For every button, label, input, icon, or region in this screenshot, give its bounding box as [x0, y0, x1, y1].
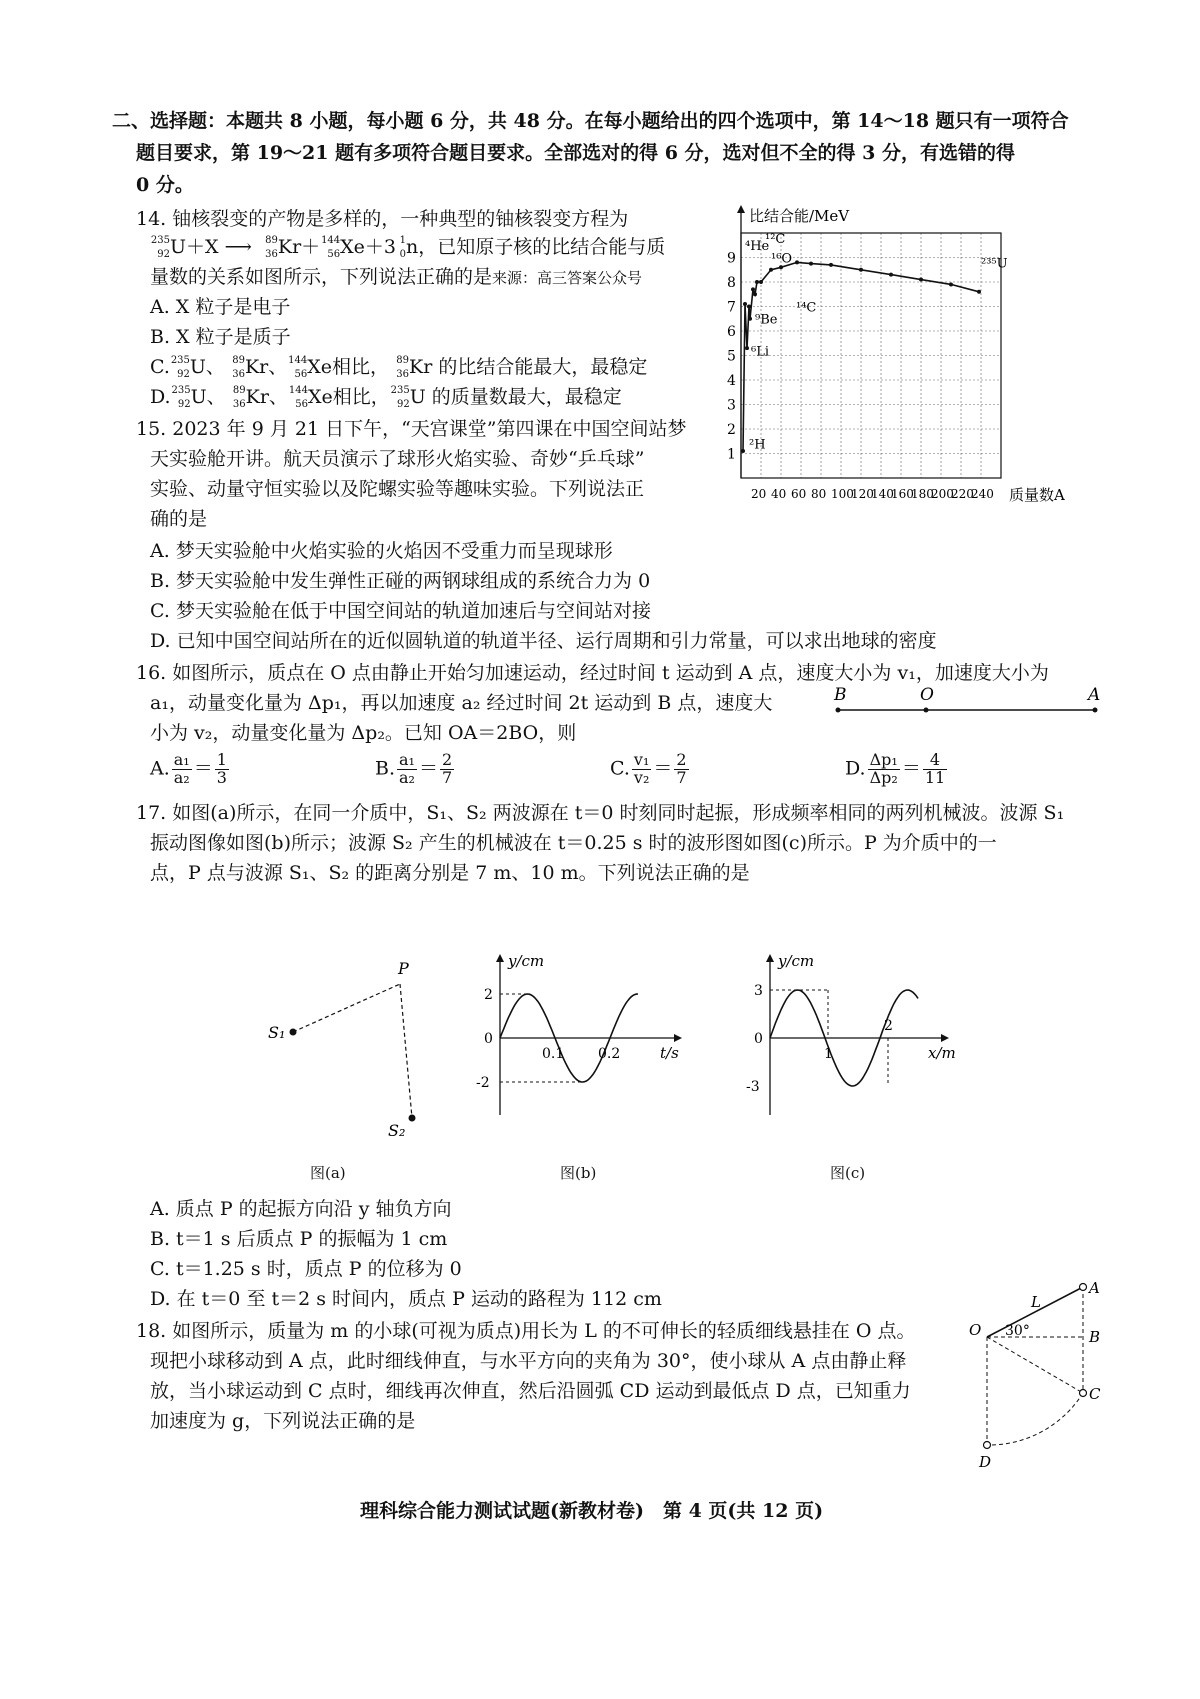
- y-tick-label: 9: [727, 250, 736, 267]
- x-tick-label: 20: [751, 487, 767, 501]
- q15-option-d: D. 已知中国空间站所在的近似圆轨道的轨道半径、运行周期和引力常量，可以求出地球的密度: [150, 630, 937, 652]
- nuclide-kr89: 89 36: [232, 354, 245, 380]
- data-point: [745, 346, 749, 350]
- q14-option-b: B. X 粒子是质子: [150, 326, 291, 348]
- section-heading-line1: 二、选择题：本题共 8 小题，每小题 6 分，共 48 分。在每小题给出的四个选项中，第 14～18 题只有一项符合: [112, 110, 1069, 132]
- nuclide-label: ⁶Li: [751, 344, 770, 360]
- q15-option-c: C. 梦天实验舱在低于中国空间站的轨道加速后与空间站对接: [150, 600, 651, 622]
- x-tick-label: 100: [831, 487, 854, 501]
- y-tick-label: 3: [727, 397, 736, 414]
- page-footer: 理科综合能力测试试题(新教材卷) 第 4 页(共 12 页): [360, 1500, 824, 1522]
- q14-stem-line1: 14. 铀核裂变的产物是多样的，一种典型的铀核裂变方程为: [136, 208, 629, 230]
- data-point: [748, 317, 752, 321]
- data-point: [747, 305, 751, 309]
- q17-figure-c: [740, 950, 980, 1150]
- q16-option-a: A. $\frac{\text{a₁}}{\text{a₂}}$ ＝ $\frac{1}{3}$: [150, 750, 227, 787]
- nuclide-label: ¹⁶O: [771, 251, 793, 267]
- data-point: [751, 287, 755, 291]
- nuclide-kr89: 89 36: [265, 234, 278, 260]
- fig-b-ytick-0: 0: [484, 1031, 493, 1047]
- x-tick-label: 220: [951, 487, 974, 501]
- q14-stem-line3: 量数的关系如图所示，下列说法正确的是来源：高三答案公众号: [150, 266, 643, 288]
- q14-option-a: A. X 粒子是电子: [150, 296, 291, 318]
- q18-stem-line3: 放，当小球运动到 C 点时，细线再次伸直，然后沿圆弧 CD 运动到最低点 D 点，已知重力: [150, 1380, 911, 1402]
- nuclide-kr89: 89 36: [396, 354, 410, 380]
- label-b: B: [834, 685, 847, 705]
- x-tick-label: 240: [971, 487, 994, 501]
- data-point: [795, 260, 799, 264]
- x-tick-label: 80: [811, 487, 827, 501]
- q16-line-diagram: [830, 682, 1110, 722]
- nuclide-u235: 235 92: [171, 384, 191, 410]
- y-tick-label: 6: [727, 324, 736, 340]
- q16-stem-line3: 小为 v₂，动量变化量为 Δp₂。已知 OA＝2BO，则: [150, 722, 577, 744]
- nuclide-u235: 235 92: [170, 354, 190, 380]
- fig-b-ylabel: y/cm: [508, 952, 545, 970]
- nuclide-xe144: 144 56: [288, 384, 308, 410]
- x-tick-label: 140: [871, 487, 894, 501]
- x-tick-label: 120: [851, 487, 874, 501]
- nuclide-u235: 235 92: [390, 384, 410, 410]
- nuclide-xe144: 144 56: [321, 234, 341, 260]
- x-tick-label: 200: [931, 487, 954, 501]
- y-tick-label: 8: [727, 275, 736, 291]
- data-point: [769, 268, 773, 272]
- watermark: 来源：高三答案公众号: [492, 269, 643, 287]
- fig-b-xlabel: t/s: [660, 1044, 679, 1062]
- q15-stem-line2: 天实验舱开讲。航天员演示了球形火焰实验、奇妙“乒乓球”: [150, 448, 645, 470]
- q17-option-c: C. t＝1.25 s 时，质点 P 的位移为 0: [150, 1258, 462, 1280]
- nuclide-label: ²H: [749, 437, 766, 453]
- fig-a-caption: 图(a): [310, 1164, 346, 1182]
- q14-option-d: D. 235 92 U、 89 36 Kr、 144 56 Xe相比， 235 92 U 的质量数最大，最稳定: [150, 384, 622, 410]
- data-point: [759, 280, 763, 284]
- nuclide-xe144: 144 56: [288, 354, 308, 380]
- fig-c-xtick-2: 2: [884, 1018, 893, 1034]
- q17-option-a: A. 质点 P 的起振方向沿 y 轴负方向: [150, 1198, 452, 1220]
- x-tick-label: 160: [891, 487, 914, 501]
- fig-b-xtick-02: 0.2: [598, 1046, 621, 1062]
- x-tick-label: 40: [771, 487, 787, 501]
- fig-b-xtick-01: 0.1: [542, 1046, 565, 1062]
- y-tick-label: 7: [727, 299, 736, 316]
- data-point: [919, 278, 923, 282]
- fig-c-ylabel: y/cm: [778, 952, 815, 970]
- fig-b-caption: 图(b): [560, 1164, 597, 1182]
- fig-c-xlabel: x/m: [928, 1044, 956, 1062]
- fig-c-caption: 图(c): [830, 1164, 866, 1182]
- fig-b-ytick-2: 2: [484, 987, 493, 1003]
- fig-c-ytick-3: 3: [754, 983, 763, 999]
- label-l: L: [1031, 1293, 1041, 1311]
- nuclide-label: ⁹Be: [755, 312, 778, 328]
- label-a: A: [1089, 1279, 1100, 1297]
- fig-c-ytick-neg3: -3: [746, 1079, 760, 1095]
- data-point: [829, 263, 833, 267]
- y-tick-label: 4: [727, 373, 736, 389]
- label-s1: S₁: [268, 1023, 286, 1042]
- data-point: [977, 290, 981, 294]
- q17-stem-line2: 振动图像如图(b)所示；波源 S₂ 产生的机械波在 t＝0.25 s 时的波形图如图(c)所示。P 为介质中的一: [150, 832, 997, 854]
- label-c: C: [1089, 1385, 1101, 1403]
- q16-stem-line1: 16. 如图所示，质点在 O 点由静止开始匀加速运动，经过时间 t 运动到 A 点，速度大小为 v₁，加速度大小为: [136, 662, 1049, 684]
- data-point: [741, 449, 745, 453]
- q15-stem-line4: 确的是: [150, 508, 208, 530]
- q16-option-d: D. $\frac{\text{Δp₁}}{\text{Δp₂}}$ ＝ $\frac{4}{11}$: [845, 750, 946, 787]
- label-angle: 30°: [1005, 1323, 1030, 1339]
- data-point: [755, 280, 759, 284]
- nuclide-label: ¹⁴C: [796, 300, 817, 316]
- label-a: A: [1088, 685, 1101, 705]
- y-tick-label: 1: [727, 446, 736, 463]
- data-point: [753, 292, 757, 296]
- q15-option-b: B. 梦天实验舱中发生弹性正碰的两钢球组成的系统合力为 0: [150, 570, 651, 592]
- data-point: [859, 268, 863, 272]
- data-point: [889, 273, 893, 277]
- q18-stem-line2: 现把小球移动到 A 点，此时细线伸直，与水平方向的夹角为 30°，使小球从 A 点由静止释: [150, 1350, 907, 1372]
- label-o: O: [920, 685, 934, 705]
- section-heading-line2: 题目要求，第 19～21 题有多项符合题目要求。全部选对的得 6 分，选对但不全的得 3 分，有选错的得: [136, 142, 1016, 164]
- x-axis-label: 质量数A: [1009, 486, 1065, 504]
- data-point: [743, 302, 747, 306]
- q17-stem-line3: 点，P 点与波源 S₁、S₂ 的距离分别是 7 m、10 m。下列说法正确的是: [150, 862, 750, 884]
- y-axis-label: 比结合能/MeV: [749, 207, 850, 225]
- nuclide-label: ¹²C: [765, 231, 786, 247]
- q17-option-d: D. 在 t＝0 至 t＝2 s 时间内，质点 P 运动的路程为 112 cm: [150, 1288, 662, 1310]
- nuclide-kr89: 89 36: [232, 384, 246, 410]
- data-point: [809, 262, 813, 266]
- q15-option-a: A. 梦天实验舱中火焰实验的火焰因不受重力而呈现球形: [150, 540, 613, 562]
- fig-c-ytick-0: 0: [754, 1031, 763, 1047]
- q18-stem-line4: 加速度为 g，下列说法正确的是: [150, 1410, 416, 1432]
- q17-figure-a: [260, 950, 430, 1150]
- fig-b-ytick-neg2: -2: [476, 1075, 490, 1091]
- y-axis-arrow: [737, 205, 745, 213]
- q17-figure-b: [470, 950, 700, 1150]
- y-tick-label: 2: [727, 422, 736, 438]
- nuclide-neutron: 1 0: [399, 234, 407, 260]
- binding-energy-chart: [705, 205, 1125, 525]
- fig-c-xtick-1: 1: [824, 1046, 833, 1062]
- q15-stem-line1: 15. 2023 年 9 月 21 日下午，“天宫课堂”第四课在中国空间站梦: [136, 418, 687, 440]
- q18-pendulum-diagram: [965, 1275, 1125, 1475]
- q16-option-b: B. $\frac{\text{a₁}}{\text{a₂}}$ ＝ $\frac{2}{7}$: [375, 750, 453, 787]
- q16-stem-line2: a₁，动量变化量为 Δp₁，再以加速度 a₂ 经过时间 2t 运动到 B 点，速度大: [150, 692, 773, 714]
- label-o: O: [969, 1321, 982, 1339]
- x-tick-label: 60: [791, 487, 807, 501]
- nuclide-label: ⁴He: [745, 239, 770, 255]
- q14-equation: 235 92 U＋X ⟶ 89 36 Kr＋ 144 56 Xe＋3 1 0 n，已知原子核的比结合能与质: [150, 234, 666, 260]
- nuclide-u235: 235 92: [150, 234, 170, 260]
- label-p: P: [398, 959, 409, 978]
- label-d: D: [979, 1453, 992, 1471]
- q17-option-b: B. t＝1 s 后质点 P 的振幅为 1 cm: [150, 1228, 448, 1250]
- data-point: [949, 282, 953, 286]
- label-s2: S₂: [388, 1121, 406, 1140]
- q16-option-c: C. $\frac{\text{v₁}}{\text{v₂}}$ ＝ $\frac{2}{7}$: [610, 750, 687, 787]
- label-b: B: [1089, 1328, 1101, 1346]
- x-tick-label: 180: [911, 487, 934, 501]
- nuclide-label: ²³⁵U: [981, 256, 1008, 272]
- q18-stem-line1: 18. 如图所示，质量为 m 的小球(可视为质点)用长为 L 的不可伸长的轻质细线悬挂在 O 点。: [136, 1320, 916, 1342]
- section-heading-line3: 0 分。: [136, 174, 194, 196]
- q14-option-c: C. 235 92 U、 89 36 Kr、 144 56 Xe相比， 89 36 Kr 的比结合能最大，最稳定: [150, 354, 648, 380]
- q15-stem-line3: 实验、动量守恒实验以及陀螺实验等趣味实验。下列说法正: [150, 478, 645, 500]
- y-tick-label: 5: [727, 348, 736, 365]
- q17-stem-line1: 17. 如图(a)所示，在同一介质中，S₁、S₂ 两波源在 t＝0 时刻同时起振，形成频率相同的两列机械波。波源 S₁: [136, 802, 1065, 824]
